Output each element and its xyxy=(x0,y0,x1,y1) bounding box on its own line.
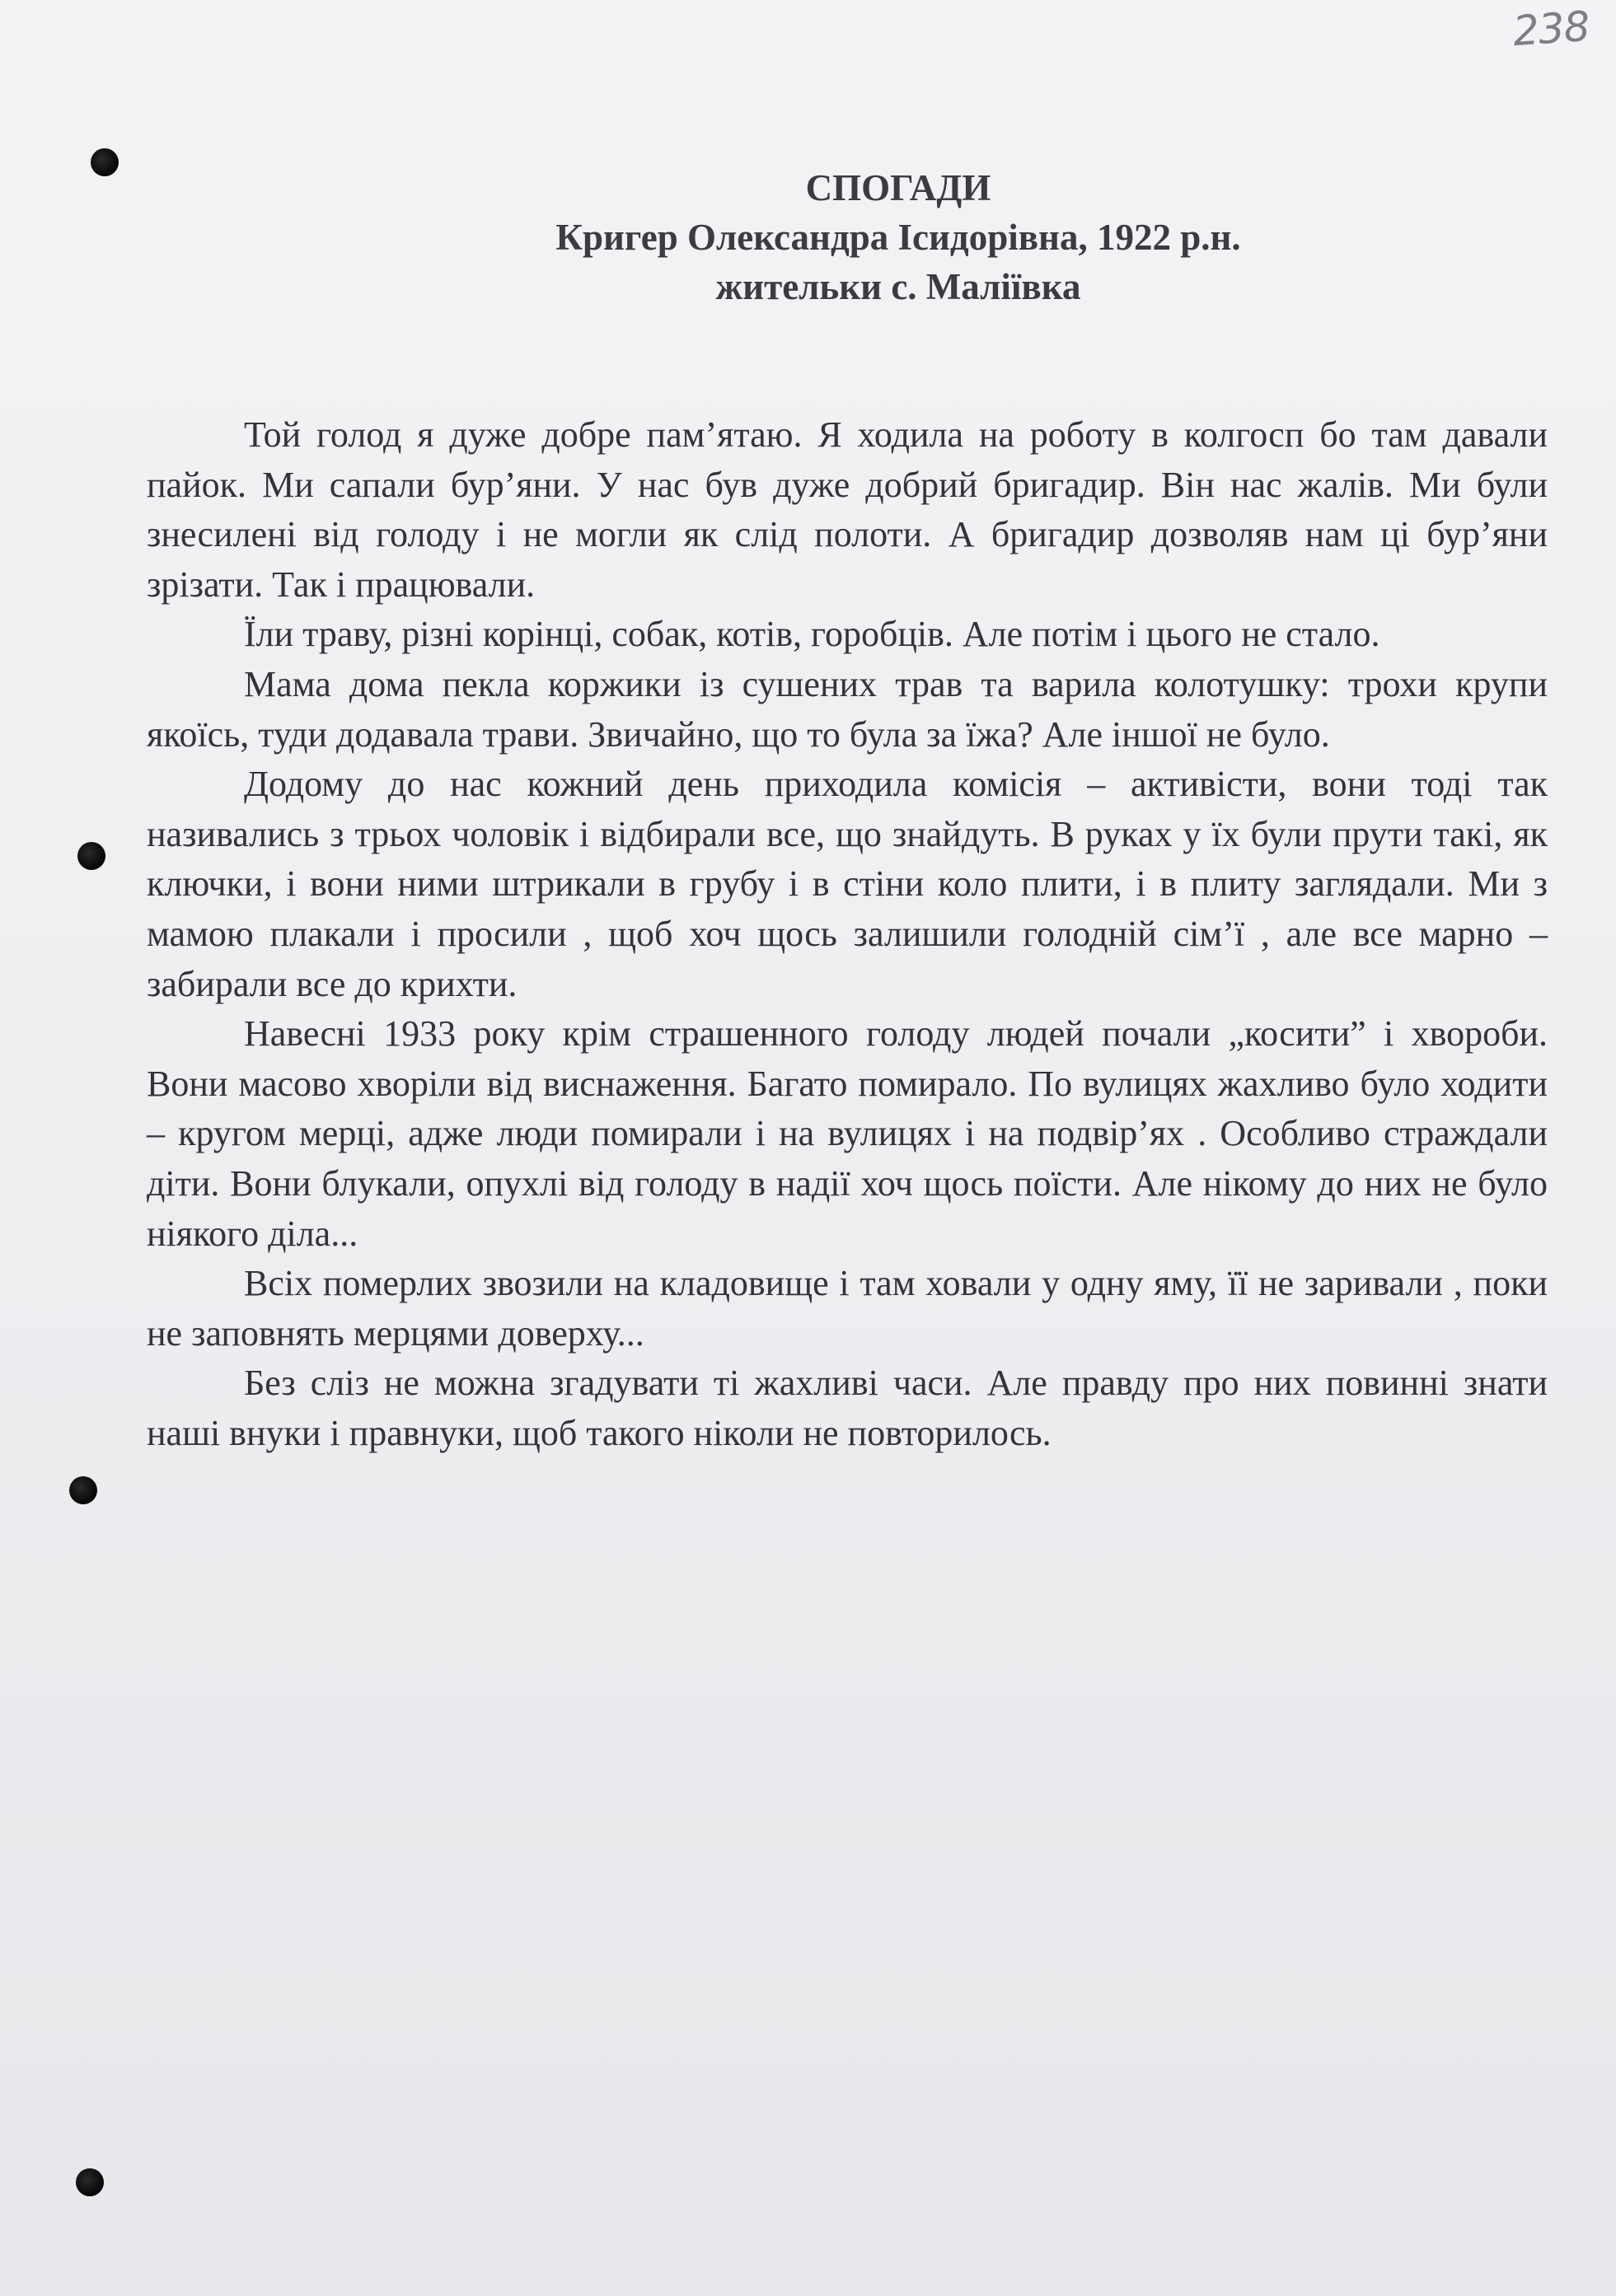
author-line: Кригер Олександра Ісидорівна, 1922 р.н. xyxy=(555,217,1241,258)
paragraph: Навесні 1933 року крім страшенного голоду людей почали „косити” і хвороби. Вони масово хворіли від виснаження. Багато помирало. По вулицях жахливо було ходити – кругом мерці, адже люди помирали і на вулицях і на подвір’ях . Особливо страждали діти. Вони блукали, опухлі від голоду в надії хоч щось поїсти. Але нікому до них не було ніякого діла... xyxy=(147,1013,1548,1254)
paragraph: Додому до нас кожний день приходила комісія – активісти, вони тоді так називались з трьох чоловік і відбирали все, що знайдуть. В руках у їх були прути такі, як ключки, і вони ними штрикали в грубу і в стіни коло плити, і в плиту заглядали. Ми з мамою плакали і просили , щоб хоч щось залишили голодній сім’ї , але все марно – забирали все до крихти. xyxy=(147,764,1548,1004)
document-title: СПОГАДИ xyxy=(805,167,991,208)
paragraph: Той голод я дуже добре пам’ятаю. Я ходила на роботу в колгосп бо там давали пайок. Ми сапали бур’яни. У нас був дуже добрий бригадир. Він нас жалів. Ми були знесилені від голоду і не могли як слід полоти. А бригадир дозволяв нам ці бур’яни зрізати. Так і працювали. xyxy=(147,414,1548,605)
document-header xyxy=(412,163,1384,311)
paragraph: Всіх померлих звозили на кладовище і там ховали у одну яму, її не заривали , поки не заповнять мерцями доверху... xyxy=(147,1263,1548,1354)
punch-hole xyxy=(69,1476,97,1504)
paragraph: Без сліз не можна згадувати ті жахливі часи. Але правду про них повинні знати наші внуки і правнуки, щоб такого ніколи не повторилось. xyxy=(147,1363,1548,1453)
punch-hole xyxy=(77,842,105,870)
punch-hole xyxy=(91,148,119,176)
handwritten-page-number: 238 xyxy=(1511,2,1591,56)
residence-line: жительки с. Маліївка xyxy=(715,266,1081,307)
punch-hole xyxy=(76,2168,104,2196)
paragraph: Мама дома пекла коржики із сушених трав та варила колотушку: трохи крупи якоїсь, туди додавала трави. Звичайно, що то була за їжа? Але іншої не було. xyxy=(147,663,1548,755)
memoir-text xyxy=(147,410,1548,1458)
paragraph: Їли траву, різні корінці, собак, котів, горобців. Але потім і цього не стало. xyxy=(244,614,1380,655)
